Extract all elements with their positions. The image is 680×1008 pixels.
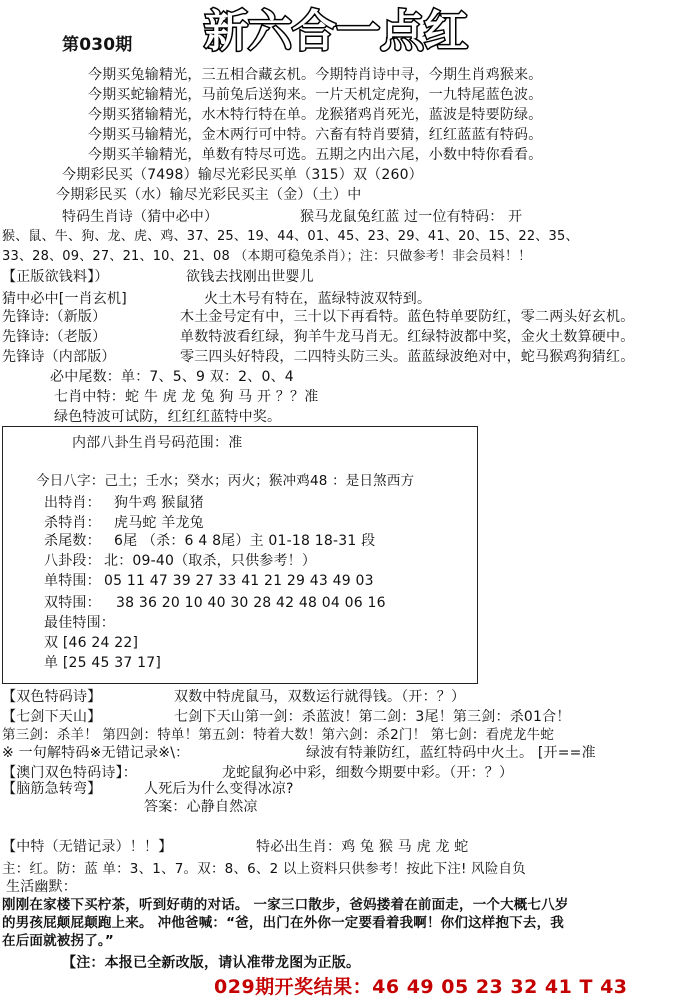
tag-dual: 【双色特码诗】 [2, 689, 102, 705]
single-value: 05 11 47 39 27 33 41 21 29 43 49 03 [104, 573, 374, 589]
gua-value: 北：09-40（取杀，只供参考！） [104, 553, 317, 569]
pioneer-text: 单数特波看红绿，狗羊牛龙马肖无。红绿特波都中奖，金火土数算硬中。 [180, 329, 635, 345]
kill-label: 杀特肖： [44, 515, 101, 531]
tag-genuine: 【正版欲钱料】） [2, 269, 109, 285]
genuine-text: 欲钱去找刚出世婴儿 [186, 269, 314, 285]
riddle-text: 绿波有特兼防红，蓝红特码中火土。 [开==准 [306, 745, 596, 761]
bazi-line: 今日八字：己土；壬水；癸水；丙火；猴冲鸡48 ：是日煞西方 [36, 473, 415, 489]
zodiac-head-right: 猴马龙鼠兔红蓝 过一位有特码： 开 [300, 209, 523, 225]
poem-line: 今期买蛇输精光，马前兔后送狗来。一片天机定虎狗，一九特尾蓝色波。 [88, 87, 543, 103]
sword-text: 七剑下天山第一剑：杀蓝波！第二剑：3尾！第三剑：杀01合！ [174, 709, 571, 725]
pioneer-label: 先锋诗:（老版） [2, 329, 107, 345]
double-value: 38 36 20 10 40 30 28 42 48 04 06 16 [116, 595, 386, 611]
tag-macau: 【澳门双色特码诗】： [2, 765, 137, 781]
best-double: 双 [46 24 22] [44, 635, 139, 651]
pioneer-label: 先锋诗（内部版） [2, 349, 116, 365]
out-label: 出特肖： [44, 495, 101, 511]
pioneer-text: 木土金号定有中，三十以下再看特。蓝色特单要防红，零二两头好玄机。 [180, 309, 635, 325]
notice: 【注：本报已全新改版，请认准带龙图为正版。 [62, 955, 361, 971]
lottery-line-1: 今期彩民买（7498）输尽光彩民买单（315）双（260） [62, 167, 423, 183]
numbers-line-1: 猴、鼠、牛、狗、龙、虎、鸡、37、25、19、44、01、45、23、29、41、20、15、22、35、 [2, 229, 579, 244]
poem-line: 今期买兔输精光，三五相合藏玄机。今期特肖诗中寻，今期生肖鸡猴来。 [88, 67, 543, 83]
special-text: 特必出生肖：鸡 兔 猴 马 虎 龙 蛇 [256, 839, 469, 855]
green-line: 绿色特波可试防，红红红蓝特中奖。 [54, 409, 282, 425]
seven-zodiac: 七肖中特：蛇 牛 虎 龙 兔 狗 马 开 ？？准 [54, 389, 319, 405]
brain-answer: 答案：心静自然凉 [144, 799, 258, 815]
out-value: 狗牛鸡 猴鼠猪 [114, 495, 204, 511]
tag-guess: 猜中必中[一肖玄机] [2, 291, 127, 307]
tag-sword: 【七剑下天山】 [2, 709, 102, 725]
tag-brain: 【脑筋急转弯】 [2, 781, 102, 797]
brain-question: 人死后为什么变得冰凉? [144, 781, 294, 797]
issue-number: 第030期 [62, 35, 133, 55]
poem-line: 今期买马输精光，金木两行可中特。六畜有特肖要猜，红红蓝蓝有特码。 [88, 127, 543, 143]
humor-line: 刚刚在家楼下买柠茶，听到好萌的对话。 一家三口散步，爸妈搂着在前面走，一个大概七八岁 [2, 897, 569, 913]
single-label: 单特围： [44, 573, 101, 589]
humor-line: 的男孩屁颠屁颠跑上来。 冲他爸喊：“爸，出门在外你一定要看着我啊！你们这样抱下去，我 [2, 915, 564, 931]
sword-line-2: 第三剑：杀羊！ 第四剑：特单！第五剑：特着大数！第六剑：杀2门！ 第七剑：看虎龙牛蛇 [2, 727, 555, 743]
double-label: 双特围： [44, 595, 101, 611]
tail-kill-label: 杀尾数： [44, 533, 101, 549]
draw-result: 029期开奖结果：46 49 05 23 32 41 T 43 [214, 976, 628, 998]
gua-label: 八卦段： [44, 553, 101, 569]
best-single: 单 [25 45 37 17] [44, 655, 161, 671]
humor-line: 在后面就被拐了。” [2, 933, 114, 949]
masthead-logo [186, 2, 486, 58]
poem-line: 今期买羊输精光，单数有特尽可选。五期之内出六尾，小数中特你看看。 [88, 147, 543, 163]
svg-text:新六合一点红: 新六合一点红 [204, 6, 468, 57]
box-title: 内部八卦生肖号码范围：准 [72, 435, 243, 451]
zodiac-head-left: 特码生肖诗（猜中必中） [62, 209, 219, 225]
tail-numbers: 必中尾数：单：7、5、9 双：2、0、4 [50, 369, 294, 385]
pioneer-label: 先锋诗:（新版） [2, 309, 107, 325]
riddle-tag: ※ 一句解特码※无错记录※\： [2, 745, 190, 761]
numbers-line-2: 33、28、09、27、21、10、21、08 （本期可稳兔杀肖）；注：只做参考！非会员料！！ [2, 249, 532, 264]
tag-special: 【中特（无错记录）！！】 [2, 839, 173, 855]
macau-text: 龙蛇鼠狗必中彩，细数今期要中彩。（开：？） [222, 765, 514, 781]
dual-text: 双数中特虎鼠马，双数运行就得钱。（开：？） [174, 689, 466, 705]
kill-value: 虎马蛇 羊龙兔 [114, 515, 204, 531]
poem-line: 今期买猪输精光，水木特行特在单。龙猴猪鸡肖死光，蓝波是特要防绿。 [88, 107, 543, 123]
main-line: 主：红。防：蓝 单：3、1、7。双：8、6、2 以上资料只供参考！按此下注! 风险自负 [2, 861, 526, 877]
guess-text: 火土木号有特在，蓝绿特波双特到。 [204, 291, 432, 307]
best-label: 最佳特围： [44, 615, 115, 631]
tail-kill-value: 6尾 （杀：6 4 8尾）主 01-18 18-31 段 [114, 533, 376, 549]
lottery-line-2: 今期彩民买（水）输尽光彩民买主（金）（土）中 [56, 187, 362, 203]
humor-head: 生活幽默： [6, 879, 77, 895]
pioneer-text: 零三四头好特段，二四特头防三头。蓝蓝绿波绝对中，蛇马猴鸡狗猜红。 [180, 349, 635, 365]
